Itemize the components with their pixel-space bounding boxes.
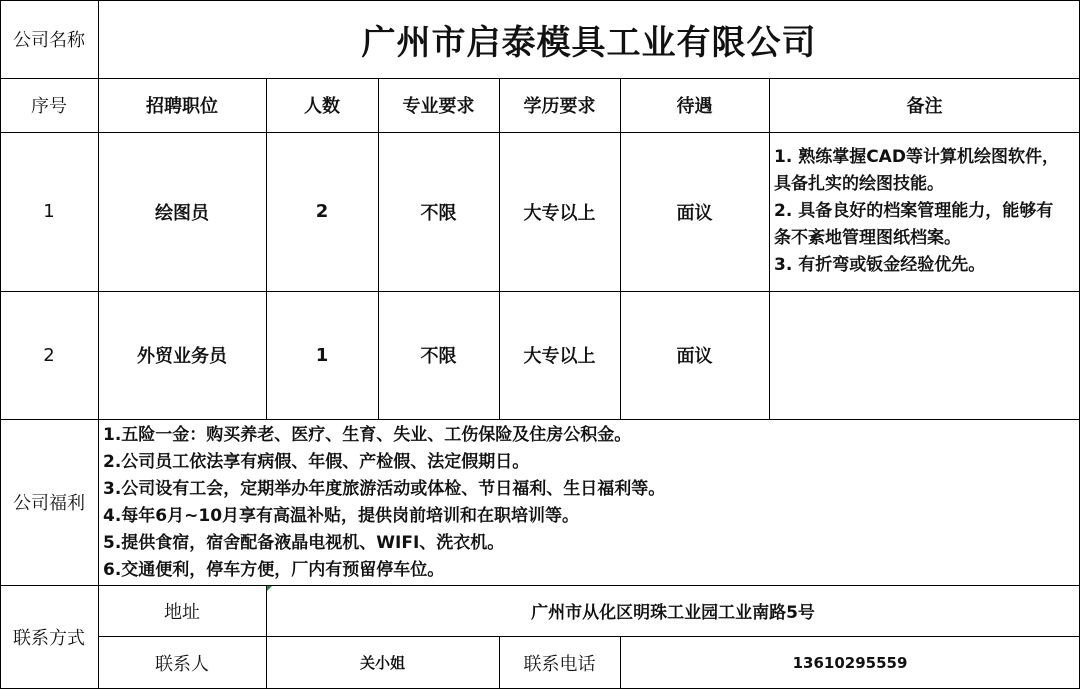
benefit-item: 6.交通便利，停车方便，厂内有预留停车位。 — [103, 560, 445, 580]
grid-line — [499, 636, 500, 689]
grid-line — [769, 78, 770, 419]
address-value: 广州市从化区明珠工业园工业南路5号 — [531, 603, 815, 623]
grid-line — [98, 0, 99, 689]
grid-line — [0, 0, 1080, 1]
row-2-notes — [769, 291, 1080, 419]
benefit-item: 3.公司设有工会，定期举办年度旅游活动或体检、节日福利、生日福利等。 — [103, 479, 666, 499]
header-salary: 待遇 — [676, 96, 713, 117]
header-count: 人数 — [304, 96, 340, 117]
header-position: 招聘职位 — [146, 96, 218, 117]
benefits-label: 公司福利 — [13, 493, 85, 514]
row-1-education: 大专以上 — [523, 202, 596, 224]
benefit-item: 2.公司员工依法享有病假、年假、产检假、法定假期日。 — [103, 452, 530, 472]
header-major: 专业要求 — [402, 96, 475, 117]
company-name-title: 广州市启泰模具工业有限公司 — [361, 22, 817, 63]
header-education: 学历要求 — [523, 96, 596, 117]
grid-line — [0, 0, 1, 689]
header-no: 序号 — [31, 96, 67, 117]
row-2-position: 外贸业务员 — [137, 346, 227, 367]
grid-line — [499, 78, 500, 419]
benefit-item: 1.五险一金：购买养老、医疗、生育、失业、工伤保险及住房公积金。 — [103, 425, 632, 445]
contact-label: 联系方式 — [13, 628, 85, 649]
row-1-position: 绘图员 — [155, 202, 209, 224]
note-line: 2. 具备良好的档案管理能力，能够有 — [774, 201, 1054, 221]
row-2-no: 2 — [43, 344, 55, 366]
person-label: 联系人 — [155, 653, 209, 675]
row-2-major: 不限 — [420, 346, 457, 367]
phone-label: 联系电话 — [523, 653, 596, 675]
benefit-item: 5.提供食宿，宿舍配备液晶电视机、WIFI、洗衣机。 — [103, 533, 505, 553]
company-name-label: 公司名称 — [13, 30, 85, 51]
row-2-count: 1 — [315, 344, 329, 366]
grid-line — [0, 585, 1080, 586]
note-line: 具备扎实的绘图技能。 — [774, 174, 944, 194]
row-2-education: 大专以上 — [523, 346, 596, 367]
grid-line — [378, 78, 379, 419]
grid-line — [266, 585, 267, 689]
benefit-item: 4.每年6月~10月享有高温补贴，提供岗前培训和在职培训等。 — [103, 506, 580, 526]
row-1-notes — [769, 132, 1080, 291]
row-1-salary: 面议 — [676, 202, 713, 224]
benefits-list — [98, 419, 1080, 585]
cell-marker-icon — [267, 586, 272, 591]
grid-line — [266, 78, 267, 419]
header-notes: 备注 — [906, 96, 943, 117]
grid-line — [0, 291, 1080, 292]
row-1-count: 2 — [315, 201, 329, 222]
note-line: 1. 熟练掌握CAD等计算机绘图软件， — [774, 147, 1059, 167]
grid-line — [0, 419, 1080, 420]
note-line: 3. 有折弯或钣金经验优先。 — [774, 255, 986, 275]
grid-line — [0, 132, 1080, 133]
row-2-salary: 面议 — [676, 346, 713, 367]
row-1-major: 不限 — [420, 202, 457, 224]
note-line: 条不紊地管理图纸档案。 — [774, 228, 961, 248]
grid-line — [0, 78, 1080, 79]
person-value: 关小姐 — [359, 654, 405, 672]
grid-line — [620, 78, 621, 419]
address-label: 地址 — [164, 601, 200, 623]
row-1-no: 1 — [43, 201, 55, 222]
grid-line — [620, 636, 621, 689]
phone-value: 13610295559 — [792, 653, 908, 672]
grid-line — [98, 636, 1080, 637]
